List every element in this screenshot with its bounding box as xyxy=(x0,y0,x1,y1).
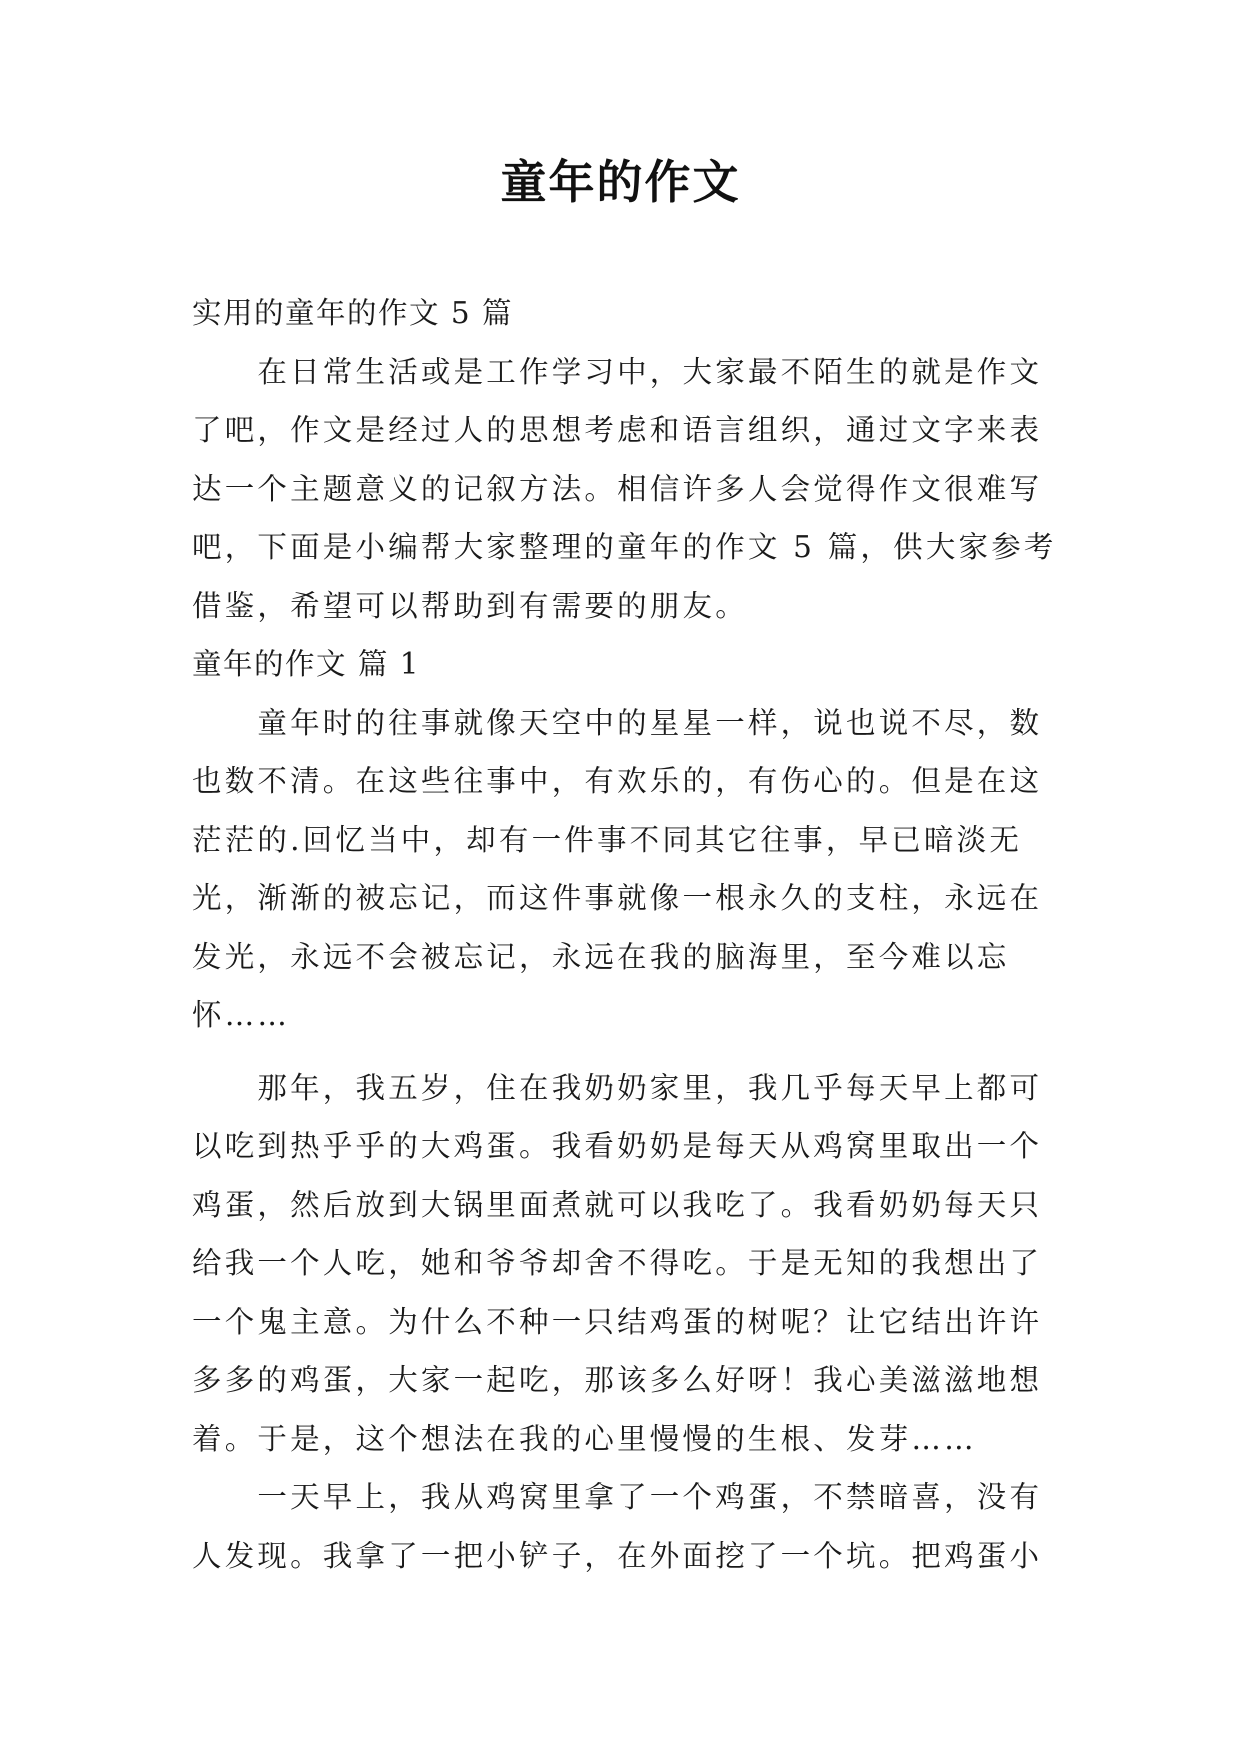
text-line: 鸡蛋，然后放到大锅里面煮就可以我吃了。我看奶奶每天只 xyxy=(192,1187,1043,1222)
text-line: 在日常生活或是工作学习中，大家最不陌生的就是作文 xyxy=(192,354,1043,389)
text-line: 达一个主题意义的记叙方法。相信许多人会觉得作文很难写 xyxy=(192,471,1043,506)
text-line: 怀…… xyxy=(192,998,291,1032)
text-line: 一天早上，我从鸡窝里拿了一个鸡蛋，不禁暗喜，没有 xyxy=(192,1480,1043,1514)
text-line: 也数不清。在这些往事中，有欢乐的，有伤心的。但是在这 xyxy=(192,764,1043,798)
text-line: 一个鬼主意。为什么不种一只结鸡蛋的树呢？让它结出许许 xyxy=(192,1304,1043,1339)
text-line: 借鉴，希望可以帮助到有需要的朋友。 xyxy=(192,588,748,623)
text-line: 了吧，作文是经过人的思想考虑和语言组织，通过文字来表 xyxy=(192,413,1043,447)
text-line: 人发现。我拿了一把小铲子，在外面挖了一个坑。把鸡蛋小 xyxy=(192,1538,1043,1573)
text-line: 茫茫的.回忆当中，却有一件事不同其它往事，早已暗淡无 xyxy=(192,822,1023,857)
text-line: 以吃到热乎乎的大鸡蛋。我看奶奶是每天从鸡窝里取出一个 xyxy=(192,1129,1043,1163)
article-heading: 实用的童年的作文 5 篇 xyxy=(192,296,514,330)
section-heading: 童年的作文 篇 1 xyxy=(192,647,421,681)
text-line: 吧，下面是小编帮大家整理的童年的作文 5 篇，供大家参考 xyxy=(192,530,1057,564)
document-title: 童年的作文 xyxy=(500,155,741,209)
text-line: 童年时的往事就像天空中的星星一样，说也说不尽，数 xyxy=(192,705,1043,740)
text-line: 光，渐渐的被忘记，而这件事就像一根永久的支柱，永远在 xyxy=(192,881,1043,915)
text-line: 给我一个人吃，她和爷爷却舍不得吃。于是无知的我想出了 xyxy=(192,1246,1043,1280)
document-body xyxy=(192,284,1058,1585)
text-line: 发光，永远不会被忘记，永远在我的脑海里，至今难以忘 xyxy=(192,939,1010,974)
text-line: 着。于是，这个想法在我的心里慢慢的生根、发芽…… xyxy=(192,1421,977,1456)
text-line: 那年，我五岁，住在我奶奶家里，我几乎每天早上都可 xyxy=(192,1070,1043,1105)
text-line: 多多的鸡蛋，大家一起吃，那该多么好呀！我心美滋滋地想 xyxy=(192,1363,1043,1397)
